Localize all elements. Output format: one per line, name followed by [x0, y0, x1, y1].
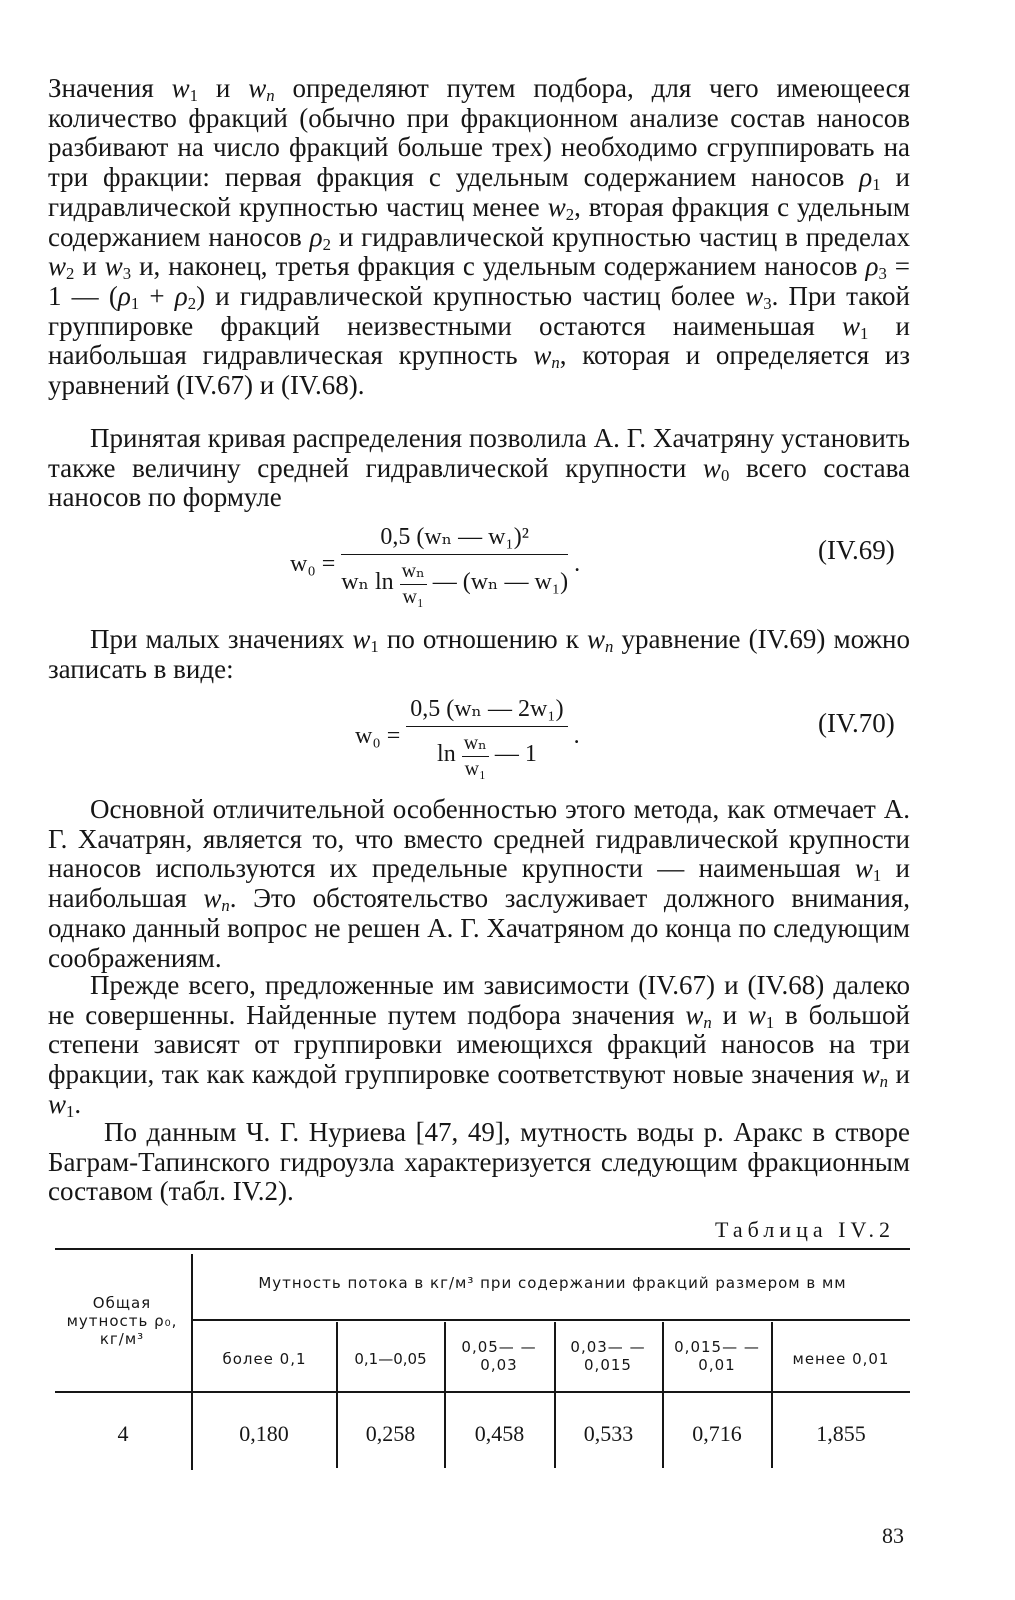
table-header-rule — [55, 1391, 910, 1393]
paragraph-6: По данным Ч. Г. Нуриева [47, 49], мутность воды р. Аракс в створе Баграм-Тапинского гидроузла характеризуется следующим фракционным составом (табл. IV.2). — [48, 1117, 910, 1207]
table-iv-2 — [55, 1248, 910, 1470]
formula-69-lhs: w₀ = — [290, 551, 336, 578]
formula-70-den-prefix: ln — [437, 741, 456, 768]
formula-70-inner-den: w₁ — [464, 758, 486, 780]
formula-69-inner-den: w₁ — [402, 586, 424, 608]
table-col-header: 0,03— —0,015 — [570, 1338, 646, 1374]
table-cell-total: 4 — [117, 1421, 129, 1446]
equation-number-70: (IV.70) — [818, 708, 895, 738]
table-col-header: более 0,1 — [222, 1350, 307, 1368]
formula-iv-69 — [290, 522, 580, 609]
formula-69-den-suffix: — (wₙ — w₁) — [432, 569, 569, 596]
table-col-header: 0,05— —0,03 — [461, 1338, 537, 1374]
table-cell: 1,855 — [816, 1421, 866, 1446]
table-caption: Таблица IV.2 — [715, 1217, 895, 1242]
formula-70-fraction — [406, 694, 567, 781]
formula-70-denominator — [406, 727, 567, 781]
equation-number-69: (IV.69) — [818, 535, 895, 565]
paragraph-1: Значения $w_1$ и $w_n$ определяют путем подбора, для чего имеющееся количество фракций (обычно при фракционном анализе состав наносов разбивают на число фракций больше трех) необходимо сгруппировать на три фракции: первая фракция с удельным содержанием наносов $\rho_1$ и гидравлической крупностью частиц менее $w_2$, вторая фракция с удельным содержанием наносов $\rho_2$ и гидравлической крупностью частиц в пределах $w_2$ и $w_3$ и, наконец, третья фракция с удельным содержанием наносов $\rho_3 = 1$ — $(\rho_1 + \rho_2)$ и гидравлической крупностью частиц более $w_3$. При такой группировке фракций неизвестными остаются наименьшая $w_1$ и наибольшая гидравлическая крупность $w_n$, которая и определяется из уравнений (IV.67) и (IV.68). — [48, 73, 910, 401]
formula-69-fraction — [341, 522, 568, 609]
table-cell: 0,716 — [692, 1421, 742, 1446]
table-cell: 0,258 — [365, 1421, 416, 1446]
paragraph-5: Прежде всего, предложенные им зависимости (IV.67) и (IV.68) далеко не совершенны. Найденные путем подбора значения $w_n$ и $w_1$ в большой степени зависят от группировки имеющихся фракций наносов на три фракции, так как каждой группировке соответствуют новые значения $w_n$ и $w_1$. — [48, 970, 910, 1121]
table-top-rule — [55, 1248, 910, 1250]
table-cell: 0,180 — [239, 1421, 289, 1446]
table-cell: 0,458 — [474, 1421, 525, 1446]
table-col-header: 0,1—0,05 — [354, 1350, 427, 1368]
formula-70-numerator: 0,5 (wₙ — 2w₁) — [406, 694, 567, 727]
formula-69-den-prefix: wₙ ln — [341, 569, 394, 596]
formula-70-inner-num: wₙ — [462, 730, 489, 757]
table-row-header: Общая мутность ρ₀, кг/м³ — [66, 1294, 178, 1348]
formula-iv-70 — [355, 694, 580, 781]
formula-70-inner-fraction — [462, 730, 489, 781]
formula-69-inner-fraction — [400, 558, 427, 609]
table-group-header: Мутность потока в кг/м³ при содержании фракций размером в мм — [258, 1274, 847, 1292]
table-group-rule — [192, 1319, 910, 1321]
table-cell: 0,533 — [583, 1421, 634, 1446]
formula-69-numerator: 0,5 (wₙ — w₁)² — [341, 522, 568, 555]
paragraph-3: При малых значениях $w_1$ по отношению к $w_n$ уравнение (IV.69) можно записать в виде: — [48, 624, 910, 684]
formula-69-denominator — [341, 555, 568, 609]
paragraph-4: Основной отличительной особенностью этого метода, как отмечает А. Г. Хачатрян, является то, что вместо средней гидравлической крупности наносов используются их предельные крупности — наименьшая $w_1$ и наибольшая $w_n$. Это обстоятельство заслуживает должного внимания, однако данный вопрос не решен А. Г. Хачатряном до конца по следующим соображениям. — [48, 794, 910, 973]
formula-70-den-suffix: — 1 — [494, 741, 537, 768]
table-col-header: 0,015— —0,01 — [674, 1338, 760, 1374]
formula-69-inner-num: wₙ — [400, 558, 427, 585]
formula-69-dot: . — [574, 551, 581, 578]
paragraph-2: Принятая кривая распределения позволила А. Г. Хачатряну установить также величину средней гидравлической крупности $w_0$ всего состава наносов по формуле — [48, 423, 910, 513]
table-col-header: менее 0,01 — [792, 1350, 890, 1368]
formula-70-dot: . — [573, 723, 580, 750]
formula-70-lhs: w₀ = — [355, 723, 401, 750]
page-number: 83 — [882, 1523, 904, 1548]
